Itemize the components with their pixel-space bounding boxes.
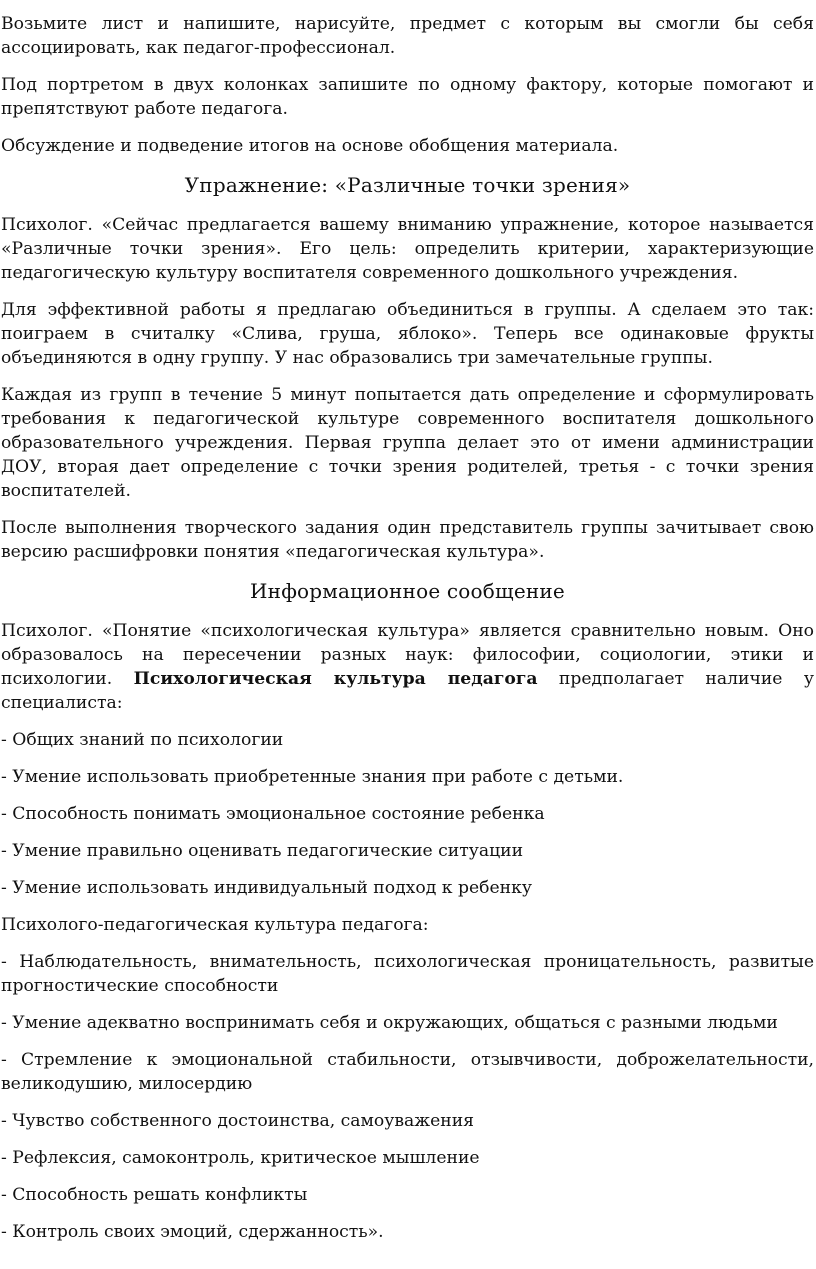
list1-item: - Умение правильно оценивать педагогические ситуации — [1, 841, 524, 861]
subheading: Психолого-педагогическая культура педагога: — [1, 915, 429, 935]
list2-item: - Стремление к эмоциональной стабильности, отзывчивости, доброжелательности, великодушию, милосердию — [1, 1050, 814, 1094]
list2-item: - Умение адекватно воспринимать себя и окружающих, общаться с разными людьми — [1, 1013, 778, 1033]
exercise-heading: Упражнение: «Различные точки зрения» — [184, 173, 631, 197]
exercise-paragraph-2: Для эффективной работы я предлагаю объединиться в группы. А сделаем это так: поиграем в считалку «Слива, груша, яблоко». Теперь все одинаковые фрукты объединяются в одну группу. У нас образовались три замечательные группы. — [1, 300, 814, 368]
intro-paragraph-1: Возьмите лист и напишите, нарисуйте, предмет с которым вы смогли бы себя ассоциировать, как педагог-профессионал. — [1, 14, 814, 58]
info-heading: Информационное сообщение — [250, 579, 565, 603]
exercise-paragraph-4: После выполнения творческого задания один представитель группы зачитывает свою версию расшифровки понятия «педагогическая культура». — [1, 518, 814, 562]
info-text-part2: предполагает наличие у специалиста: — [1, 669, 814, 713]
list1-item: - Умение использовать приобретенные знания при работе с детьми. — [1, 767, 624, 787]
list1-item: - Умение использовать индивидуальный подход к ребенку — [1, 878, 532, 898]
info-text-bold: Психологическая культура педагога — [133, 669, 538, 689]
list2-item: - Чувство собственного достоинства, самоуважения — [1, 1111, 475, 1131]
list2-item: - Контроль своих эмоций, сдержанность». — [1, 1222, 384, 1242]
exercise-paragraph-3: Каждая из групп в течение 5 минут попытается дать определение и сформулировать требования к педагогической культуре современного воспитателя дошкольного образовательного учреждения. Первая группа делает это от имени администрации ДОУ, вторая дает определение с точки зрения родителей, третья - с точки зрения воспитателей. — [1, 385, 814, 501]
intro-paragraph-3: Обсуждение и подведение итогов на основе обобщения материала. — [1, 136, 619, 156]
list2-item: - Способность решать конфликты — [1, 1185, 308, 1205]
info-paragraph — [1, 619, 814, 715]
intro-paragraph-2: Под портретом в двух колонках запишите по одному фактору, которые помогают и препятствуют работе педагога. — [1, 75, 814, 119]
exercise-paragraph-1: Психолог. «Сейчас предлагается вашему вниманию упражнение, которое называется «Различные точки зрения». Его цель: определить критерии, характеризующие педагогическую культуру воспитателя современного дошкольного учреждения. — [1, 215, 814, 283]
list2-item: - Рефлексия, самоконтроль, критическое мышление — [1, 1148, 480, 1168]
list2-item: - Наблюдательность, внимательность, психологическая проницательность, развитые прогностические способности — [1, 952, 814, 996]
list1-item: - Общих знаний по психологии — [1, 730, 284, 750]
list1-item: - Способность понимать эмоциональное состояние ребенка — [1, 804, 545, 824]
info-text-part1: Психолог. «Понятие «психологическая культура» является сравнительно новым. Оно образовалось на пересечении разных наук: философии, социологии, этики и психологии. — [1, 621, 814, 689]
